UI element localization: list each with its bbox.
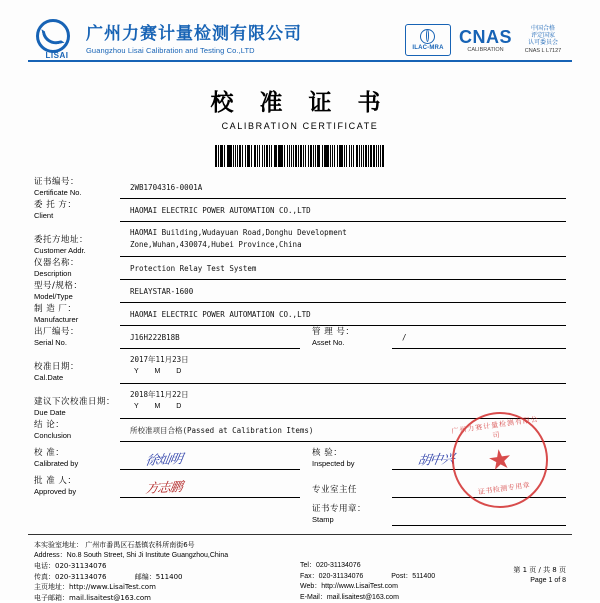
- value-model: RELAYSTAR-1600: [120, 286, 566, 303]
- document-header: [0, 0, 600, 58]
- label-inspected-by-cn: 核 验：: [312, 448, 392, 459]
- footer-tel-en: Tel：020-31134076: [300, 561, 566, 572]
- field-row-calibrated-inspected: [34, 443, 566, 470]
- footer-post-en: Post：511400: [391, 573, 435, 580]
- label-due-date-en: Due Date: [34, 408, 120, 417]
- label-model-en: Model/Type: [34, 292, 120, 301]
- label-calibrated-by: [34, 448, 120, 470]
- field-row-approved-director: [34, 471, 566, 498]
- label-cert-no-cn: 证书编号：: [34, 177, 120, 188]
- field-row-manufacturer: [34, 304, 566, 326]
- ilac-label: ILAC-MRA: [412, 45, 443, 51]
- field-row-stamp: [34, 499, 566, 526]
- label-stamp: [300, 504, 392, 526]
- label-cert-no-en: Certificate No.: [34, 188, 120, 197]
- field-stamp: [300, 501, 566, 526]
- label-model-cn: 型号/规格：: [34, 281, 120, 292]
- value-serial-no: J16H222B18B: [120, 332, 300, 349]
- field-row-client: [34, 200, 566, 222]
- value-customer-addr-line1: HAOMAI Building,Wudayuan Road,Donghu Development: [130, 227, 566, 239]
- footer-divider: [28, 534, 572, 535]
- label-due-date: [34, 397, 120, 419]
- footer-address-cn: 本实验室地址： 广州市番禺区石基镇农科所南街6号: [34, 540, 566, 551]
- field-asset-no: [300, 327, 566, 349]
- label-stamp-en: Stamp: [312, 515, 392, 524]
- footer-web-en: Web：http://www.LisaiTest.com: [300, 582, 566, 593]
- label-stamp-spacer: [34, 524, 120, 526]
- signature-inspected-by: [392, 445, 566, 470]
- signature-calibrated-by-text: 徐灿明: [144, 448, 183, 469]
- value-conclusion: 所校准项目合格(Passed at Calibration Items): [120, 425, 566, 442]
- label-asset-no: [300, 327, 392, 349]
- label-approved-by-cn: 批 准 人：: [34, 476, 120, 487]
- company-name-block: [86, 25, 302, 56]
- label-client-en: Client: [34, 211, 120, 220]
- label-technical-director-cn: 专业室主任: [312, 485, 392, 496]
- field-stamp-spacer: [34, 501, 300, 526]
- cnas-cn-line3: 认可委员会: [520, 40, 566, 47]
- label-inspected-by-en: Inspected by: [312, 459, 392, 468]
- cnas-cn-line2: 评定国家: [520, 33, 566, 40]
- field-technical-director: [300, 473, 566, 498]
- label-asset-no-cn: 管 理 号：: [312, 327, 392, 338]
- signature-technical-director: [392, 473, 566, 498]
- stamp-top-text: 广州力赛计量检测有限公司: [449, 414, 543, 447]
- value-cal-date: [120, 354, 566, 384]
- value-customer-addr-line2: Zone,Wuhan,430074,Hubei Province,China: [130, 239, 566, 251]
- signature-calibrated-by: [120, 445, 300, 470]
- title-cn: 校 准 证 书: [0, 84, 600, 117]
- label-approved-by: [34, 476, 120, 498]
- field-row-due-date: [34, 385, 566, 419]
- page-number-cn: 第 1 页 / 共 8 页: [513, 565, 566, 576]
- field-row-conclusion: [34, 420, 566, 442]
- label-serial-no: [34, 327, 120, 349]
- label-client: [34, 200, 120, 222]
- value-manufacturer: HAOMAI ELECTRIC POWER AUTOMATION CO.,LTD: [120, 309, 566, 326]
- field-row-cert-no: [34, 177, 566, 199]
- value-due-date-ymd: Y M D: [130, 401, 566, 412]
- cnas-icon: [459, 28, 512, 53]
- document-footer: [34, 540, 566, 603]
- page-number: [513, 565, 566, 586]
- value-customer-addr: [120, 227, 566, 257]
- label-customer-addr-cn: 委托方地址：: [34, 235, 120, 246]
- company-logo: [34, 19, 302, 61]
- footer-post-cn: 邮编：511400: [135, 573, 183, 581]
- value-cert-no: 2WB1704316-0001A: [120, 182, 566, 199]
- signature-approved-by-text: 方志鹏: [144, 476, 183, 497]
- label-description: [34, 258, 120, 280]
- cnas-chinese-block: [520, 26, 566, 54]
- label-manufacturer-cn: 制 造 厂：: [34, 304, 120, 315]
- label-cal-date: [34, 362, 120, 384]
- field-row-cal-date: [34, 350, 566, 384]
- cnas-cn-line1: 中国合格: [520, 26, 566, 33]
- logo-text: LISAI: [34, 51, 80, 60]
- label-description-cn: 仪器名称：: [34, 258, 120, 269]
- value-asset-no: /: [392, 332, 566, 349]
- company-name-en: Guangzhou Lisai Calibration and Testing Co.,LTD: [86, 46, 302, 55]
- certificate-fields: [34, 177, 566, 526]
- field-row-model: [34, 281, 566, 303]
- label-description-en: Description: [34, 269, 120, 278]
- label-cal-date-cn: 校准日期：: [34, 362, 120, 373]
- signature-inspected-by-text: 胡中兴: [416, 448, 455, 469]
- label-model: [34, 281, 120, 303]
- label-calibrated-by-en: Calibrated by: [34, 459, 120, 468]
- field-row-customer-addr: [34, 223, 566, 257]
- value-description: Protection Relay Test System: [120, 263, 566, 280]
- value-due-date-text: 2018年11月22日: [130, 389, 566, 401]
- stamp-bottom-text: 证书检测专用章: [458, 477, 550, 500]
- value-cal-date-ymd: Y M D: [130, 366, 566, 377]
- label-manufacturer-en: Manufacturer: [34, 315, 120, 324]
- signature-approved-by: [120, 473, 300, 498]
- cnas-mark: CNAS: [459, 28, 512, 46]
- label-approved-by-en: Approved by: [34, 487, 120, 496]
- field-inspected-by: [300, 445, 566, 470]
- label-asset-no-en: Asset No.: [312, 338, 392, 347]
- cnas-code: CNAS L L7127: [520, 48, 566, 54]
- lisai-logo-icon: [34, 19, 80, 61]
- footer-fax-post-cn: [34, 572, 300, 583]
- label-manufacturer: [34, 304, 120, 326]
- cnas-sub: CALIBRATION: [467, 47, 503, 53]
- label-customer-addr-en: Customer Addr.: [34, 246, 120, 255]
- value-cal-date-text: 2017年11月23日: [130, 354, 566, 366]
- field-serial-no: [34, 327, 300, 349]
- barcode: [215, 145, 385, 167]
- label-conclusion-cn: 结 论：: [34, 420, 120, 431]
- document-title: [0, 84, 600, 131]
- field-row-description: [34, 258, 566, 280]
- title-en: CALIBRATION CERTIFICATE: [0, 121, 600, 131]
- page-number-en: Page 1 of 8: [513, 576, 566, 587]
- value-due-date: [120, 389, 566, 419]
- footer-email-en: E-Mail：mail.lisaitest@163.com: [300, 593, 566, 603]
- label-inspected-by: [300, 448, 392, 470]
- stamp-area: [392, 501, 566, 526]
- field-approved-by: [34, 473, 300, 498]
- label-conclusion-en: Conclusion: [34, 431, 120, 440]
- footer-fax-cn: 传真：020-31134076: [34, 573, 107, 581]
- label-serial-no-en: Serial No.: [34, 338, 120, 347]
- label-calibrated-by-cn: 校 准：: [34, 448, 120, 459]
- accreditation-marks: [405, 24, 566, 56]
- footer-fax-en: Fax：020-31134076: [300, 573, 363, 580]
- label-technical-director: [300, 485, 392, 498]
- label-customer-addr: [34, 235, 120, 257]
- value-client: HAOMAI ELECTRIC POWER AUTOMATION CO.,LTD: [120, 205, 566, 222]
- footer-address-en: Address：No.8 South Street, Shi Ji Institute Guangzhou,China: [34, 551, 566, 562]
- label-due-date-cn: 建议下次校准日期：: [34, 397, 120, 408]
- footer-tel-cn: 电话：020-31134076: [34, 561, 300, 572]
- field-row-serial-asset: [34, 327, 566, 349]
- footer-email-cn: 电子邮箱：mail.lisaitest@163.com: [34, 593, 300, 603]
- footer-web-cn: 主页地址：http://www.LisaiTest.com: [34, 582, 300, 593]
- field-calibrated-by: [34, 445, 300, 470]
- label-conclusion: [34, 420, 120, 442]
- label-client-cn: 委 托 方：: [34, 200, 120, 211]
- label-cert-no: [34, 177, 120, 199]
- label-cal-date-en: Cal.Date: [34, 373, 120, 382]
- label-stamp-cn: 证书专用章：: [312, 504, 392, 515]
- ilac-mra-icon: [405, 24, 451, 56]
- label-serial-no-cn: 出厂编号：: [34, 327, 120, 338]
- company-name-cn: 广州力赛计量检测有限公司: [86, 25, 302, 45]
